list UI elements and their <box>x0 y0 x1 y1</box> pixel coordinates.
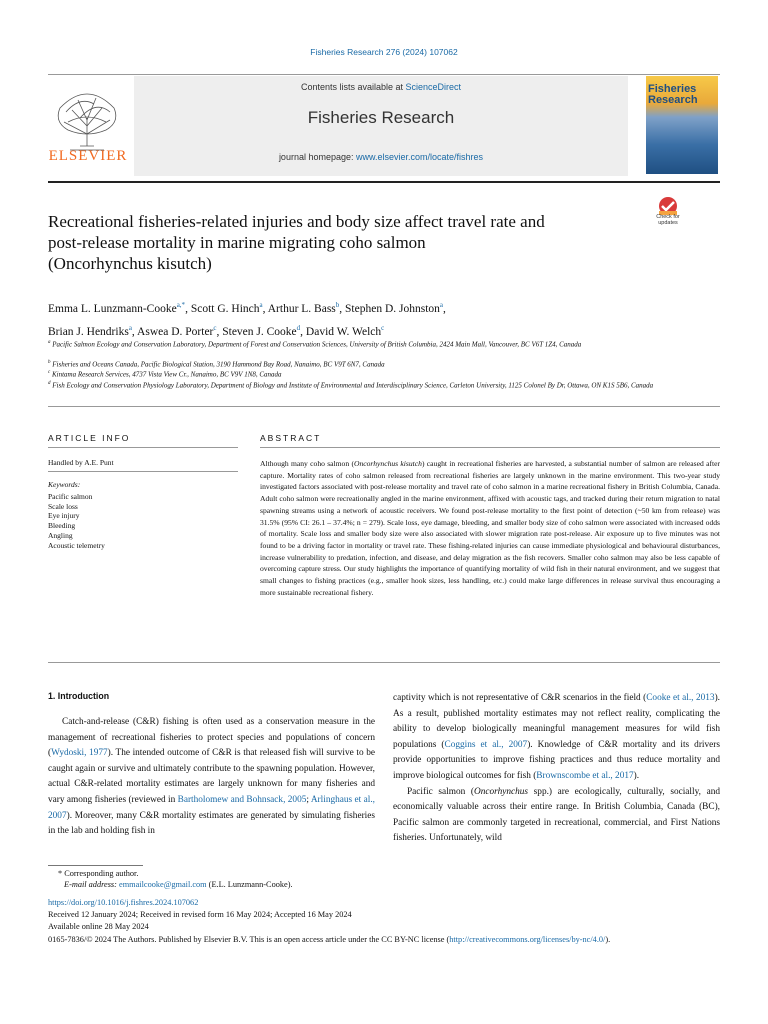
keyword: Scale loss <box>48 501 78 511</box>
doi-link[interactable] <box>48 898 198 907</box>
body-text: Catch-and-release (C&R) fishing is often used as a conservation measure in the management of recreational fisheries to protect species and populations of concern ( <box>48 717 375 759</box>
author-name[interactable]: Stephen D. Johnston <box>345 302 440 315</box>
author-name[interactable]: Emma L. Lunzmann-Cooke <box>48 302 177 315</box>
email-suffix: (E.L. Lunzmann-Cooke). <box>206 880 293 889</box>
author-separator: , <box>262 302 268 315</box>
author-affiliation-mark[interactable]: a <box>128 323 132 332</box>
author-name[interactable]: Brian J. Hendriks <box>48 325 129 338</box>
cover-title: Fisheries Research <box>648 83 698 106</box>
journal-title: Fisheries Research <box>307 108 455 127</box>
title-line-1: Recreational fisheries-related injuries and body size affect travel rate and <box>48 212 545 231</box>
check-for-updates-icon[interactable] <box>648 193 688 233</box>
contents-prefix: Contents lists available at <box>300 82 406 92</box>
author-name[interactable]: Steven J. Cooke <box>222 325 297 338</box>
article-title <box>48 211 638 274</box>
email-footnote <box>64 880 293 889</box>
homepage-prefix: journal homepage: <box>278 152 356 162</box>
author-list <box>48 296 668 342</box>
author-name[interactable]: Aswea D. Porter <box>137 325 214 338</box>
abstract-bottom-rule <box>48 662 720 663</box>
author-separator: , <box>339 302 346 315</box>
body-text: ). As a result, published mortality estimates may not reflect reality, complicating the ability to develop biologically meaningful management measures for wild fish populations ( <box>393 693 720 750</box>
author-affiliation-mark[interactable]: a <box>439 301 444 309</box>
author-separator: , <box>185 302 191 315</box>
author-affiliation-mark[interactable]: a,* <box>176 301 186 309</box>
author-separator: , <box>216 325 223 338</box>
body-text: ). Knowledge of C&R mortality and its drivers provide opportunities to improve fishing practices and thus reduce mortality and improve biological outcomes for fish ( <box>393 739 721 781</box>
affiliation-divider <box>48 406 720 407</box>
footnote-rule <box>48 865 143 866</box>
body-text: ; <box>306 794 311 805</box>
license-end: ). <box>605 935 611 944</box>
author-name[interactable]: Scott G. Hinch <box>190 302 260 315</box>
body-text: ). <box>633 770 640 781</box>
affiliation-mark: c <box>48 370 51 375</box>
citation-link[interactable]: Bartholomew and Bohnsack, 2005 <box>177 794 307 805</box>
email-link[interactable]: emmailcooke@gmail.com <box>119 880 207 889</box>
citation-link[interactable]: Brownscombe et al., 2017 <box>536 770 634 781</box>
affiliation-text: Pacific Salmon Ecology and Conservation Laboratory, Department of Forest and Conservation Sciences, University of British Columbia, 2424 Main Mall, Vancouver, BC V6T 1Z4, Canada <box>52 340 582 349</box>
keyword: Pacific salmon <box>48 492 93 501</box>
affiliation-mark: d <box>48 381 51 386</box>
keywords-heading: Keywords: <box>48 480 81 489</box>
citation-link[interactable]: Coggins et al., 2007 <box>444 739 528 750</box>
doi-url[interactable]: https://doi.org/10.1016/j.fishres.2024.107062 <box>48 898 199 907</box>
received-dates: Received 12 January 2024; Received in revised form 16 May 2024; Accepted 16 May 2024 <box>48 910 352 919</box>
author-affiliation-mark[interactable]: b <box>335 301 340 309</box>
contents-line <box>134 82 628 92</box>
intro-right-column <box>393 691 720 847</box>
affiliation-c <box>48 368 688 379</box>
keyword: Angling <box>48 530 73 540</box>
author-name[interactable]: David W. Welch <box>305 325 382 338</box>
body-text: spp.) are ecologically, culturally, socially, and economically valuable across their entire range. In British Columbia, Canada (BC), Pacific salmon are commonly targeted in recreational, commercial, and First Nations fisheries. Unfortunately, wild <box>393 786 720 844</box>
body-text: captivity which is not representative of C&R scenarios in the field ( <box>393 693 647 703</box>
citation-link[interactable]: Arlinghaus et al., 2007 <box>48 794 375 821</box>
abstract-heading: ABSTRACT <box>260 433 322 443</box>
affiliation-mark: b <box>48 360 51 365</box>
species-name: Oncorhynchus <box>474 786 529 797</box>
body-text: ). Moreover, many C&R mortality estimates are generated by simulating fisheries in the lab and holding fish in <box>48 810 375 837</box>
keywords-list <box>48 492 105 550</box>
body-text: Pacific salmon ( <box>407 786 474 797</box>
authors-line-1 <box>48 296 668 319</box>
citation-link[interactable]: Wydoski, 1977 <box>51 748 108 759</box>
affiliation-text: Kintama Research Services, 4737 Vista View Cr., Nanaimo, BC V9V 1N8, Canada <box>51 370 282 379</box>
article-info-rule-2 <box>48 471 238 472</box>
affiliation-text: Fish Ecology and Conservation Physiology Laboratory, Department of Biology and Institute of Environmental and Interdisciplinary Science, Carleton University, 1125 Colonel By Dr, Ottawa, ON K1S 5B6, Canada <box>52 381 654 390</box>
author-affiliation-mark[interactable]: c <box>381 323 385 332</box>
check-for-updates-label[interactable]: Check for updates <box>656 214 680 226</box>
title-line-3: (Oncorhynchus kisutch) <box>48 254 212 273</box>
homepage-link[interactable]: www.elsevier.com/locate/fishres <box>356 152 484 162</box>
affiliation-a <box>48 338 688 349</box>
homepage-line <box>134 152 628 162</box>
license-text: 0165-7836/© 2024 The Authors. Published by Elsevier B.V. This is an open access article under the CC BY-NC license ( <box>48 935 450 944</box>
abstract-part: ) caught in recreational fisheries are harvested, a substantial number of salmon are released after capture. Mortality rates of coho salmon released from recreational fisheries are largely unknown in the marine environment. This two-year study investigated factors associated with post-release mortality and travel rate of coho salmon in a marine recreational fishery in British Columbia, Canada. Adult coho salmon were recreationally angled in the marine environment, affixed with acoustic tags, and tracked during their return migration to natal spawning streams using a network of acoustic receivers. We found post-release mortality to the first point of detection (~50 km from release) was 31.5% (95% CI: 26.1 – 37.4%; n = 279). Scale loss, eye damage, bleeding, and smaller body size of coho salmon were associated with increased odds of mortality. Scale loss and smaller body size were also associated with slower migration rate post-release. Air exposure up to five minutes was not found to be a driving factor in mortality or travel rate. These fishing-related injuries can cause immediate physiological and behavioural disturbances, increase vulnerability to predation, infection, and disease, and delay migration as the fish recovers. Smaller coho salmon may also be less capable of overcoming capture stress. Our study highlights the importance of quantifying mortality of wild fish in their natural environment, and we suggest that small changes to fishing practices (e.g., smaller hook sizes, less handling, etc.) could make large differences in release survival thus encouraging a more sustainable recreational fishery. <box>260 459 720 597</box>
introduction-heading: 1. Introduction <box>48 691 110 701</box>
article-info-heading: ARTICLE INFO <box>48 433 131 443</box>
citation-link[interactable]: Cooke et al., 2013 <box>646 693 715 703</box>
keyword: Bleeding <box>48 521 76 531</box>
license-link[interactable]: http://creativecommons.org/licenses/by-nc/4.0/ <box>449 935 606 944</box>
keyword: Acoustic telemetry <box>48 540 105 550</box>
header-top-rule <box>48 74 720 75</box>
intro-left-column <box>48 715 375 840</box>
keyword: Eye injury <box>48 511 80 521</box>
author-separator: , <box>300 325 306 338</box>
body-paragraph <box>393 785 720 847</box>
affiliation-text: Fisheries and Oceans Canada, Pacific Biological Station, 3190 Hammond Bay Road, Nanaimo, BC V9T 6N7, Canada <box>52 360 385 369</box>
sciencedirect-link[interactable]: ScienceDirect <box>405 82 462 92</box>
abstract-part: Although many coho salmon ( <box>260 459 354 468</box>
email-label: E-mail address: <box>64 880 117 889</box>
author-affiliation-mark[interactable]: c <box>213 323 217 332</box>
license-note <box>48 934 720 946</box>
online-date: Available online 28 May 2024 <box>48 922 149 931</box>
author-separator: , <box>131 325 138 338</box>
handled-by: Handled by A.E. Punt <box>48 458 114 467</box>
author-name[interactable]: Arthur L. Bass <box>267 302 336 315</box>
corresponding-author-note: * Corresponding author. <box>58 869 139 878</box>
header-bottom-rule <box>48 181 720 183</box>
journal-reference[interactable]: Fisheries Research 276 (2024) 107062 <box>310 47 458 57</box>
affiliation-d <box>48 379 688 390</box>
title-line-2: post-release mortality in marine migrating coho salmon <box>48 233 426 252</box>
abstract-species: Oncorhynchus kisutch <box>353 459 422 468</box>
abstract-text <box>260 458 720 598</box>
affiliation-mark: a <box>48 340 51 345</box>
author-separator: , <box>443 302 446 315</box>
author-affiliation-mark[interactable]: a <box>259 301 263 309</box>
article-info-rule <box>48 447 238 448</box>
abstract-rule <box>260 447 720 448</box>
body-text: ). The intended outcome of C&R is that released fish will survive to be caught again or survive and ultimately contribute to the spawning population. However, actual C&R-related mortality estimates are largely unknown for many fisheries and vary among fisheries (reviewed in <box>48 748 375 805</box>
publisher-wordmark: ELSEVIER <box>48 148 128 164</box>
author-affiliation-mark[interactable]: d <box>296 323 301 332</box>
